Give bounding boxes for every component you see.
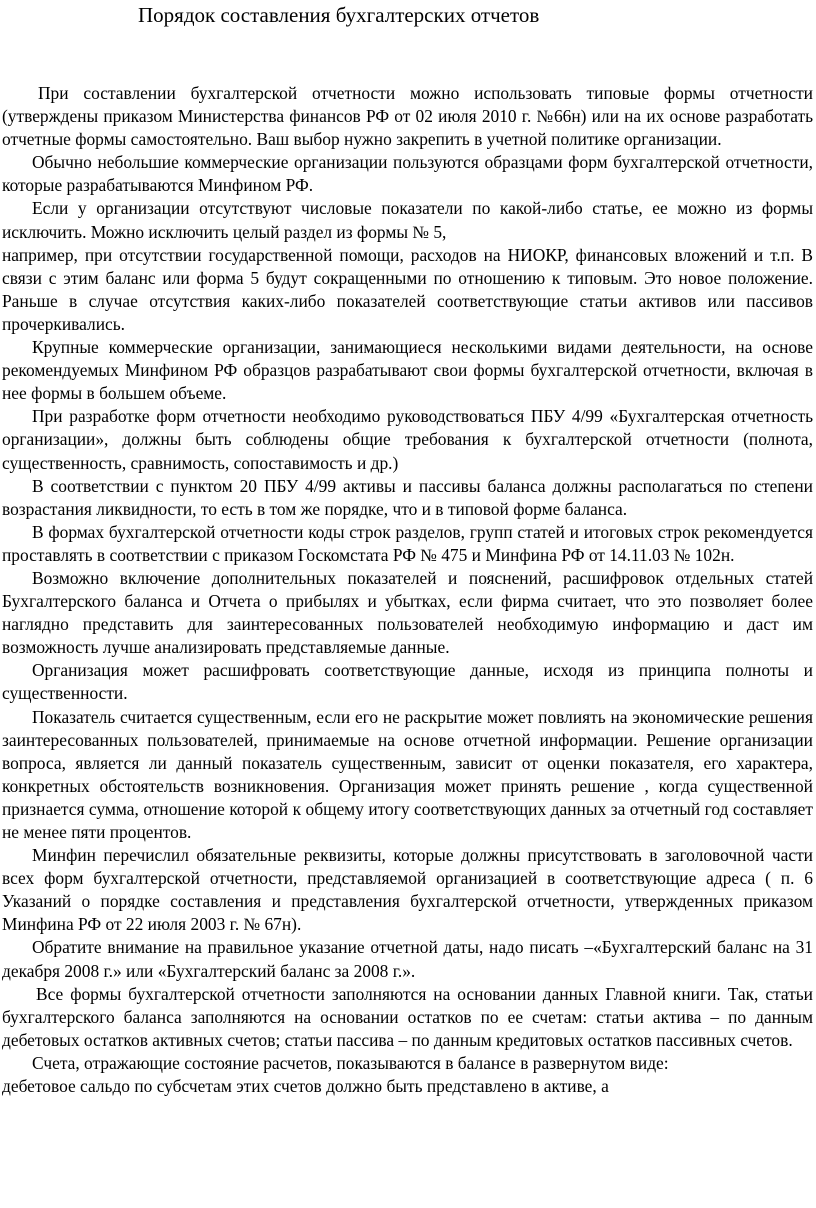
paragraph-11: Показатель считается существенным, если его не раскрытие может повлиять на экономические решения заинтересованных пользователей, принимаемые на основе отчетной информации. Решение организации вопроса, является ли данный показатель существенным, зависит от оценки показателя, его характера, конкретных обстоятельств возникновения. Организация может принять решение , когда существенной признается сумма, отношение которой к общему итогу соответствующих данных за отчетный год составляет не менее пяти процентов. bbox=[2, 706, 813, 842]
paragraph-16: дебетовое сальдо по субсчетам этих счетов должно быть представлено в активе, а bbox=[2, 1076, 609, 1097]
paragraph-14: Все формы бухгалтерской отчетности заполняются на основании данных Главной книги. Так, статьи бухгалтерского баланса заполняются на основании остатков по ее счетам: статьи актива – по данным дебетовых остатков активных счетов; статьи пассива – по данным кредитовых остатков пассивных счетов. bbox=[2, 983, 813, 1050]
paragraph-8: В формах бухгалтерской отчетности коды строк разделов, групп статей и итоговых строк рекомендуется проставлять в соответствии с приказом Госкомстата РФ № 475 и Минфина РФ от 14.11.03 № 102н. bbox=[2, 521, 813, 565]
document-body bbox=[2, 82, 813, 1098]
paragraph-10: Организация может расшифровать соответствующие данные, исходя из принципа полноты и существенности. bbox=[2, 660, 813, 704]
paragraph-12: Минфин перечислил обязательные реквизиты, которые должны присутствовать в заголовочной части всех форм бухгалтерской отчетности, представляемой организацией в соответствующие адреса ( п. 6 Указаний о порядке составления и представления бухгалтерской отчетности, утвержденных приказом Минфина РФ от 22 июля 2003 г. № 67н). bbox=[2, 845, 813, 935]
paragraph-1: При составлении бухгалтерской отчетности можно использовать типовые формы отчетности (утверждены приказом Министерства финансов РФ от 02 июля 2010 г. №66н) или на их основе разработать отчетные формы самостоятельно. Ваш выбор нужно закрепить в учетной политике организации. bbox=[2, 83, 813, 150]
page-title: Порядок составления бухгалтерских отчетов bbox=[138, 3, 540, 27]
paragraph-15: Счета, отражающие состояние расчетов, показываются в балансе в развернутом виде: bbox=[32, 1052, 669, 1073]
paragraph-6: При разработке форм отчетности необходимо руководствоваться ПБУ 4/99 «Бухгалтерская отчетность организации», должны быть соблюдены общие требования к бухгалтерской отчетности (полнота, существенность, сравнимость, сопоставимость и др.) bbox=[2, 406, 813, 473]
paragraph-2: Обычно небольшие коммерческие организации пользуются образцами форм бухгалтерской отчетности, которые разрабатываются Минфином РФ. bbox=[2, 152, 813, 196]
paragraph-13: Обратите внимание на правильное указание отчетной даты, надо писать –«Бухгалтерский баланс на 31 декабря 2008 г.» или «Бухгалтерский баланс за 2008 г.». bbox=[2, 937, 813, 981]
paragraph-7: В соответствии с пунктом 20 ПБУ 4/99 активы и пассивы баланса должны располагаться по степени возрастания ликвидности, то есть в том же порядке, что и в типовой форме баланса. bbox=[2, 475, 813, 519]
paragraph-9: Возможно включение дополнительных показателей и пояснений, расшифровок отдельных статей Бухгалтерского баланса и Отчета о прибылях и убытках, если фирма считает, что это позволяет более наглядно представить для заинтересованных пользователей необходимую информацию и даст им возможность лучше анализировать представляемые данные. bbox=[2, 567, 813, 658]
paragraph-5: Крупные коммерческие организации, занимающиеся несколькими видами деятельности, на основе рекомендуемых Минфином РФ образцов разрабатывают свои формы бухгалтерской отчетности, включая в нее формы в большем объеме. bbox=[2, 337, 813, 404]
paragraph-4: например, при отсутствии государственной помощи, расходов на НИОКР, финансовых вложений и т.п. В связи с этим баланс или форма 5 будут сокращенными по отношению к типовым. Это новое положение. Раньше в случае отсутствия каких-либо показателей соответствующие статьи активов или пассивов прочеркивались. bbox=[2, 244, 813, 334]
paragraph-3: Если у организации отсутствуют числовые показатели по какой-либо статье, ее можно из формы исключить. Можно исключить целый раздел из формы № 5, bbox=[2, 198, 813, 242]
